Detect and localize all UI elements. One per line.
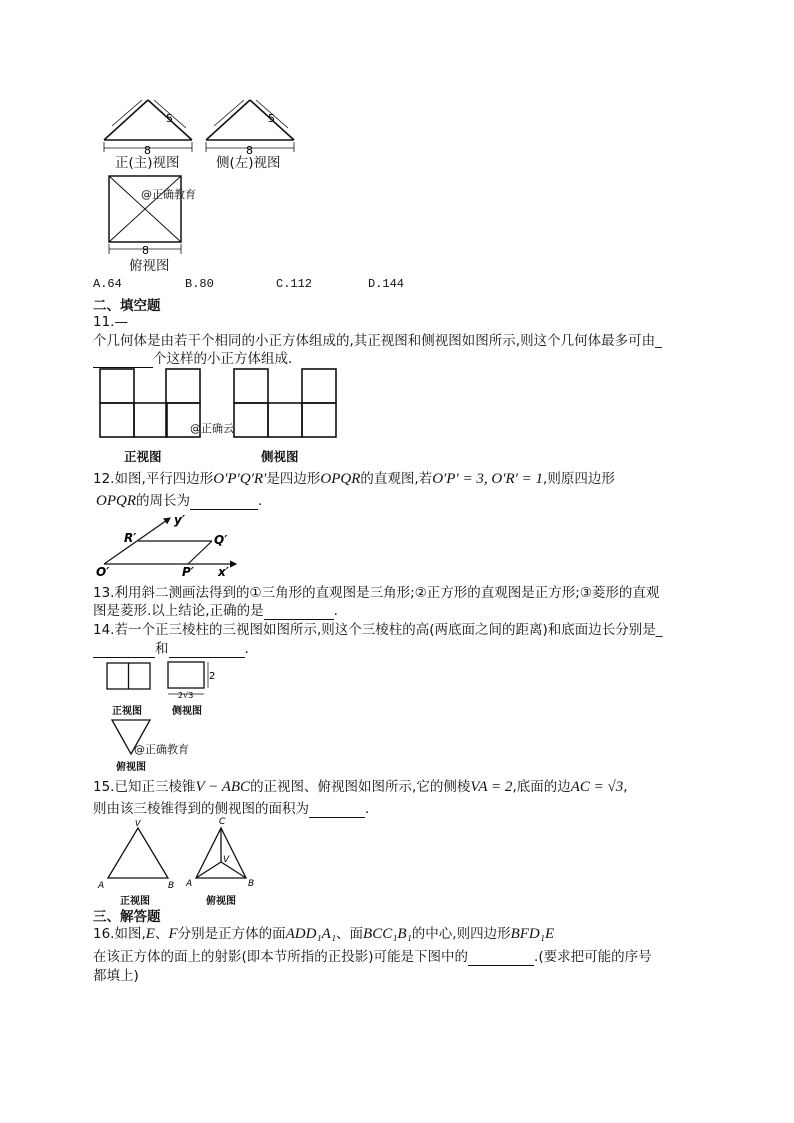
section-solve-heading: 三、解答题 <box>93 909 161 925</box>
q12-answer-blank <box>190 495 258 510</box>
q14-side-view <box>166 660 216 702</box>
q16-e: E <box>145 926 155 942</box>
q15-text-line2-content: 则由该三棱锥得到的侧视图的面积为 <box>93 801 309 817</box>
q16-text-c: 、面 <box>336 926 364 942</box>
q15-front-a: A <box>98 881 105 891</box>
section-fill-in-heading: 二、填空题 <box>93 298 161 314</box>
q10-side-dim-5: 5 <box>268 112 275 125</box>
q10-side-label: 侧(左)视图 <box>216 155 281 171</box>
q12-label-p: P′ <box>182 565 194 579</box>
q10-side-dim-8: 8 <box>246 144 253 157</box>
q16-quad: BFD₁E <box>510 926 555 942</box>
q10-option-a: A.64 <box>93 277 122 291</box>
q15-front-label: 正视图 <box>120 896 150 907</box>
q12-text-e: 的周长为 <box>136 493 190 509</box>
q12-label-x: x′ <box>218 565 229 579</box>
q15-top-b: B <box>248 879 255 889</box>
q12-text-line2: OPQR的周长为 . <box>96 493 263 509</box>
q16-text-line2-a: 在该正方体的面上的射影(即本节所指的正投影)可能是下图中的 <box>93 949 469 965</box>
q15-ac: AC = √3 <box>570 779 624 795</box>
q10-watermark: @正确教育 <box>141 188 196 201</box>
q10-top-dim-8: 8 <box>142 244 149 257</box>
q12-label-q: Q′ <box>214 533 228 547</box>
q13-answer-blank <box>264 605 334 620</box>
q14-front-label: 正视图 <box>112 706 142 717</box>
q15-figure: V − ABC <box>195 779 251 795</box>
q12-label-o: O′ <box>96 565 110 579</box>
q16-text-d: 的中心,则四边形 <box>411 926 511 942</box>
q12-diagram <box>94 512 244 582</box>
q12-figure-b: OPQR <box>320 471 361 487</box>
q15-top-c: C <box>219 817 226 827</box>
q16-text-line2-b: .(要求把可能的序号 <box>534 949 652 965</box>
q15-top-label: 俯视图 <box>206 896 236 907</box>
q15-front-v: V <box>135 819 141 828</box>
q14-text: 14.若一个正三棱柱的三视图如图所示,则这个三棱柱的高(两底面之间的距离)和底面边长分别是_ <box>93 622 663 638</box>
q15-top-v: V <box>223 855 230 865</box>
q14-blank-height <box>93 643 155 658</box>
q11-number: 11.— <box>93 314 128 330</box>
q11-text-line2 <box>93 350 292 368</box>
q15-va: VA = 2 <box>470 779 513 795</box>
q13-text-line2: 图是菱形.以上结论,正确的是 . <box>93 603 338 619</box>
q10-option-b: B.80 <box>185 277 214 291</box>
q16-sep: 、 <box>154 926 169 942</box>
q12-text-b: 是四边形 <box>266 471 321 487</box>
q14-and: 和 <box>155 641 169 657</box>
q15-text-line1 <box>93 778 628 796</box>
q15-front-b: B <box>168 881 175 891</box>
q15-top-a: A <box>186 879 193 889</box>
q16-text-line1 <box>93 925 554 943</box>
q12-label-r: R′ <box>124 531 137 545</box>
q14-dim-2: 2 <box>209 671 216 682</box>
q15-text-a: 15.已知正三棱锥 <box>93 779 196 795</box>
q15-text-d: , <box>623 779 628 795</box>
q15-top-view <box>185 814 269 892</box>
q14-top-label: 俯视图 <box>116 762 146 773</box>
q14-side-label: 侧视图 <box>172 706 202 717</box>
q12-text-line1 <box>93 470 615 488</box>
q11-side-view <box>233 368 341 440</box>
q15-text-b: 的正视图、俯视图如图所示,它的侧棱 <box>250 779 471 795</box>
q14-front-view <box>106 662 152 692</box>
q11-text-line1: 个几何体是由若干个相同的小正方体组成的,其正视图和侧视图如图所示,则这个几何体最多可由_ <box>93 333 662 349</box>
q15-text-c: ,底面的边 <box>512 779 571 795</box>
q10-top-label: 俯视图 <box>129 258 170 274</box>
q10-front-view <box>98 96 198 156</box>
q12-condition: O′P′ = 3, O′R′ = 1 <box>432 471 544 487</box>
q10-front-dim-8: 8 <box>144 144 151 157</box>
q11-side-label: 侧视图 <box>261 449 299 464</box>
q12-label-y: y′ <box>174 513 185 527</box>
q16-text-line2 <box>93 948 652 966</box>
q10-front-label: 正(主)视图 <box>115 155 180 171</box>
q16-face1: ADD₁A₁ <box>285 926 337 942</box>
q12-text-d: ,则原四边形 <box>543 471 615 487</box>
q10-option-c: C.112 <box>276 277 313 291</box>
q14-dim-w: 2√3 <box>178 691 194 700</box>
q16-text-b: 分别是正方体的面 <box>177 926 286 942</box>
q11-watermark: @正确云 <box>190 422 234 435</box>
q16-face2: BCC₁B₁ <box>363 926 412 942</box>
q15-answer-blank <box>309 803 365 818</box>
q16-f: F <box>168 926 178 942</box>
q12-figure-c: OPQR <box>96 493 136 509</box>
q13-text-line1: 13.利用斜二测画法得到的①三角形的直观图是三角形;②正方形的直观图是正方形;③菱形的直观 <box>93 585 660 601</box>
q16-answer-blank <box>468 951 534 966</box>
q16-text-line3: 都填上) <box>93 968 139 984</box>
q15-text-line2: 则由该三棱锥得到的侧视图的面积为 . <box>93 801 370 817</box>
q11-text-line2-content: 个这样的小正方体组成. <box>153 351 293 367</box>
q14-blank-edge <box>169 643 245 658</box>
q14-watermark: @正确教育 <box>134 743 189 756</box>
q16-text-a: 16.如图, <box>93 926 146 942</box>
q12-text-c: 的直观图,若 <box>360 471 433 487</box>
q12-text-a: 12.如图,平行四边形 <box>93 471 214 487</box>
q10-option-d: D.144 <box>368 277 405 291</box>
q10-front-dim-5: 5 <box>166 112 173 125</box>
q13-text-line2-content: 图是菱形.以上结论,正确的是 <box>93 603 264 619</box>
q15-front-view <box>98 818 182 892</box>
q10-side-view <box>200 96 300 156</box>
q11-answer-blank <box>93 353 153 368</box>
q11-front-label: 正视图 <box>124 449 162 464</box>
q14-text-line2: 和 . <box>93 640 249 658</box>
q12-figure-a: O′P′Q′R′ <box>213 471 267 487</box>
